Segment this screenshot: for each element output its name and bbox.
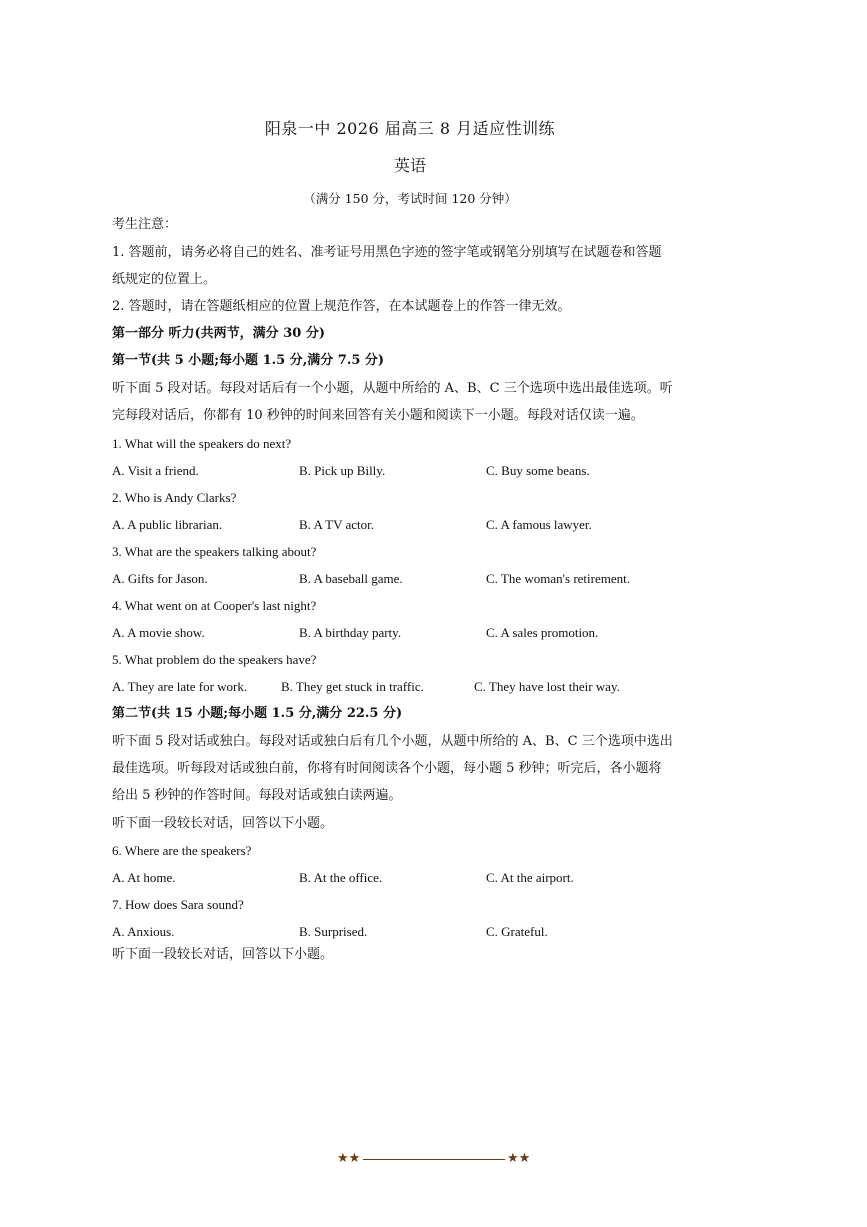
option-c: C. Buy some beans. bbox=[486, 463, 590, 478]
question-4: 4. What went on at Cooper's last night? bbox=[112, 598, 317, 613]
question-7: 7. How does Sara sound? bbox=[112, 897, 244, 912]
option-b: B. A birthday party. bbox=[299, 625, 402, 640]
option-a: A. At home. bbox=[112, 870, 176, 885]
notice-item-1-line-1: 1. 答题前，请务必将自己的姓名、准考证号用黑色字迹的签字笔或钢笔分别填写在试题卷和答题 bbox=[112, 245, 662, 260]
notice-heading: 考生注意： bbox=[112, 217, 178, 232]
question-3: 3. What are the speakers talking about? bbox=[112, 544, 317, 559]
score-info: （满分 150 分，考试时间 120 分钟） bbox=[303, 191, 517, 206]
dialog-intro: 听下面一段较长对话，回答以下小题。 bbox=[112, 816, 334, 831]
exam-title: 阳泉一中 2026 届高三 8 月适应性训练 bbox=[264, 119, 556, 138]
section2-instructions-line-1: 听下面 5 段对话或独白。每段对话或独白后有几个小题，从题中所给的 A、B、C 三个选项中选出 bbox=[112, 734, 673, 749]
section1-instructions-line-1: 听下面 5 段对话。每段对话后有一个小题，从题中所给的 A、B、C 三个选项中选出最佳选项。听 bbox=[112, 381, 673, 396]
footer-ornament bbox=[337, 1150, 532, 1168]
option-c: C. The woman's retirement. bbox=[486, 571, 630, 586]
option-b: B. A baseball game. bbox=[299, 571, 403, 586]
footer-rule bbox=[363, 1159, 505, 1160]
option-a: A. Gifts for Jason. bbox=[112, 571, 208, 586]
option-a: A. A public librarian. bbox=[112, 517, 223, 532]
dialog-intro-2: 听下面一段较长对话，回答以下小题。 bbox=[112, 947, 334, 962]
section2-instructions-line-3: 给出 5 秒钟的作答时间。每段对话或独白读两遍。 bbox=[112, 788, 402, 803]
exam-subject: 英语 bbox=[393, 156, 426, 175]
option-c: C. They have lost their way. bbox=[474, 679, 620, 694]
section2-instructions-line-2: 最佳选项。听每段对话或独白前，你将有时间阅读各个小题，每小题 5 秒钟；听完后，各小题将 bbox=[112, 761, 662, 776]
question-2: 2. Who is Andy Clarks? bbox=[112, 490, 237, 505]
star-icon: ★★ bbox=[507, 1151, 531, 1166]
option-a: A. Visit a friend. bbox=[112, 463, 199, 478]
question-1: 1. What will the speakers do next? bbox=[112, 436, 292, 451]
option-b: B. They get stuck in traffic. bbox=[281, 679, 424, 694]
section1-heading: 第一节(共 5 小题;每小题 1.5 分,满分 7.5 分) bbox=[112, 353, 385, 368]
notice-item-2: 2. 答题时，请在答题纸相应的位置上规范作答，在本试题卷上的作答一律无效。 bbox=[112, 299, 571, 314]
star-icon: ★★ bbox=[337, 1151, 361, 1166]
option-a: A. A movie show. bbox=[112, 625, 205, 640]
notice-item-1-line-2: 纸规定的位置上。 bbox=[112, 272, 217, 287]
option-b: B. At the office. bbox=[299, 870, 383, 885]
option-b: B. Surprised. bbox=[299, 924, 368, 939]
option-b: B. Pick up Billy. bbox=[299, 463, 386, 478]
section1-instructions-line-2: 完每段对话后，你都有 10 秒钟的时间来回答有关小题和阅读下一小题。每段对话仅读一遍。 bbox=[112, 408, 644, 423]
option-c: C. Grateful. bbox=[486, 924, 548, 939]
option-c: C. At the airport. bbox=[486, 870, 574, 885]
option-a: A. They are late for work. bbox=[112, 679, 248, 694]
option-b: B. A TV actor. bbox=[299, 517, 374, 532]
question-5: 5. What problem do the speakers have? bbox=[112, 652, 317, 667]
option-a: A. Anxious. bbox=[112, 924, 175, 939]
option-c: C. A famous lawyer. bbox=[486, 517, 592, 532]
option-c: C. A sales promotion. bbox=[486, 625, 599, 640]
part1-heading: 第一部分 听力(共两节，满分 30 分) bbox=[112, 326, 325, 341]
section2-heading: 第二节(共 15 小题;每小题 1.5 分,满分 22.5 分) bbox=[112, 706, 403, 721]
question-6: 6. Where are the speakers? bbox=[112, 843, 252, 858]
